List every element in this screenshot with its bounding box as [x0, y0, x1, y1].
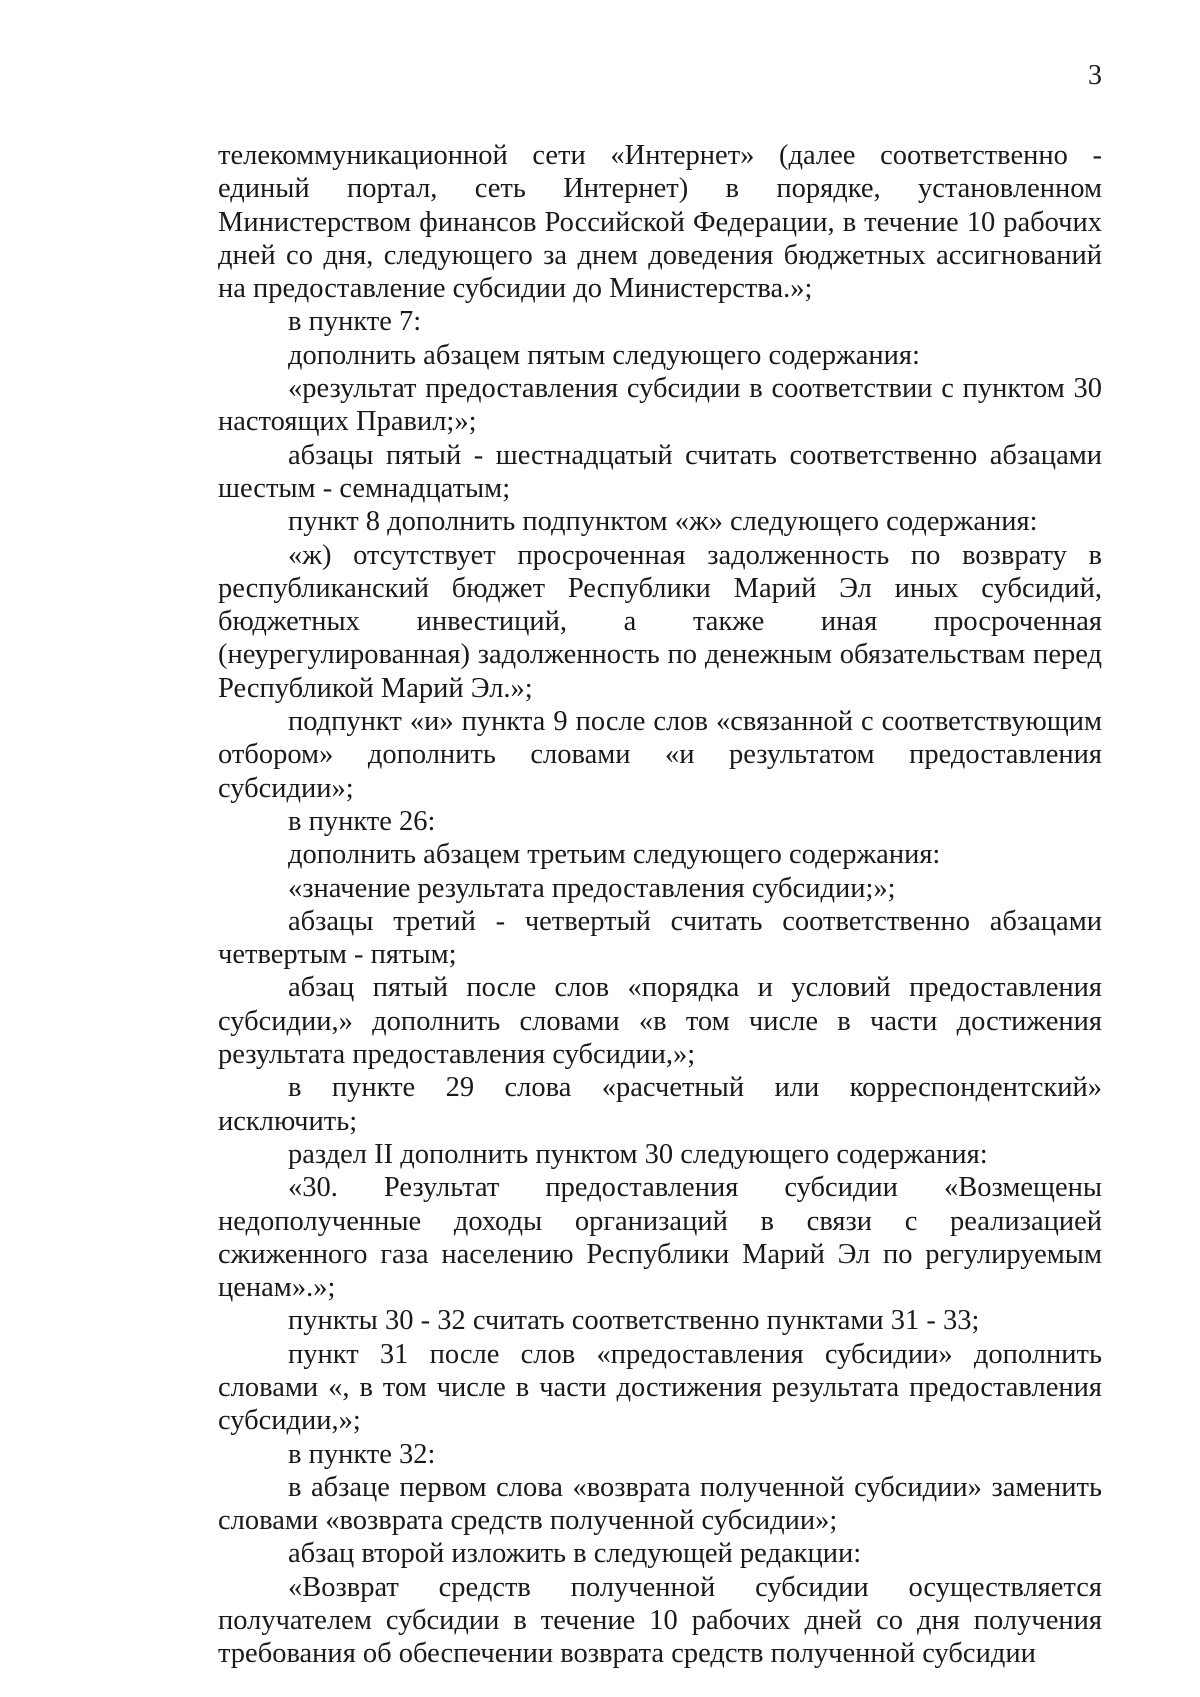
paragraph: «ж) отсутствует просроченная задолженность по возврату в республиканский бюджет Республики Марий Эл иных субсидий, бюджетных инвестиций, а также иная просроченная (неурегулированная) задолженность по денежным обязательствам перед Республикой Марий Эл.»;	[218, 539, 1102, 704]
paragraph: раздел II дополнить пунктом 30 следующего содержания:	[288, 1138, 988, 1170]
paragraph: «30. Результат предоставления субсидии «Возмещены недополученные доходы организаций в связи с реализацией сжиженного газа населению Республики Марий Эл по регулируемым ценам».»;	[218, 1172, 1102, 1304]
paragraph: абзац пятый после слов «порядка и условий предоставления субсидии,» дополнить словами «в том числе в части достижения результата предоставления субсидии,»;	[218, 972, 1102, 1071]
paragraph: абзац второй изложить в следующей редакции:	[288, 1538, 862, 1570]
paragraph: пункт 8 дополнить подпунктом «ж» следующего содержания:	[288, 506, 1038, 538]
paragraph: в абзаце первом слова «возврата полученной субсидии» заменить словами «возврата средств полученной субсидии»;	[218, 1471, 1102, 1537]
paragraph: в пункте 26:	[288, 805, 436, 837]
paragraph: «значение результата предоставления субсидии;»;	[288, 872, 896, 904]
page-number: 3	[1088, 60, 1102, 91]
document-body	[218, 139, 1102, 1671]
paragraph: в пункте 29 слова «расчетный или корреспондентский» исключить;	[218, 1072, 1102, 1137]
paragraph: пункт 31 после слов «предоставления субсидии» дополнить словами «, в том числе в части достижения результата предоставления субсидии,»;	[218, 1338, 1102, 1437]
paragraph: пункты 30 - 32 считать соответственно пунктами 31 - 33;	[288, 1305, 980, 1337]
paragraph: абзацы пятый - шестнадцатый считать соответственно абзацами шестым - семнадцатым;	[218, 439, 1102, 504]
paragraph: «результат предоставления субсидии в соответствии с пунктом 30 настоящих Правил;»;	[218, 373, 1102, 438]
paragraph: дополнить абзацем третьим следующего содержания:	[288, 839, 941, 871]
paragraph: «Возврат средств полученной субсидии осуществляется получателем субсидии в течение 10 рабочих дней со дня получения требования об обеспечении возврата средств полученной субсидии	[218, 1571, 1102, 1670]
paragraph: в пункте 32:	[288, 1438, 436, 1470]
paragraph: в пункте 7:	[288, 306, 422, 338]
paragraph: дополнить абзацем пятым следующего содержания:	[288, 339, 920, 371]
paragraph: подпункт «и» пункта 9 после слов «связанной с соответствующим отбором» дополнить словами «и результатом предоставления субсидии»;	[218, 706, 1102, 804]
paragraph: телекоммуникационной сети «Интернет» (далее соответственно - единый портал, сеть Интернет) в порядке, установленном Министерством финансов Российской Федерации, в течение 10 рабочих дней со дня, следующего за днем доведения бюджетных ассигнований на предоставление субсидии до Министерства.»;	[218, 140, 1102, 305]
paragraph: абзацы третий - четвертый считать соответственно абзацами четвертым - пятым;	[218, 905, 1102, 971]
